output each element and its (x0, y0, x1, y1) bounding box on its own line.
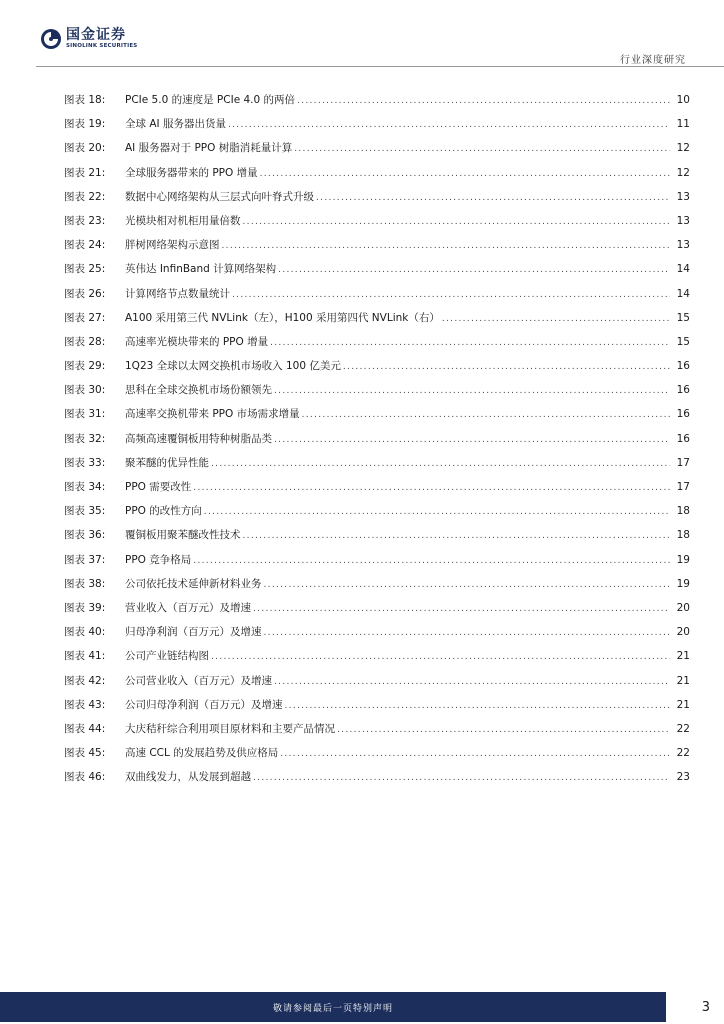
logo-en-text: SINOLINK SECURITIES (66, 43, 138, 49)
toc-leader-dots (302, 410, 670, 420)
toc-entry-number: 图表 25: (64, 263, 106, 276)
toc-entry[interactable] (64, 92, 690, 116)
header-divider (36, 66, 724, 67)
toc-entry-page: 17 (676, 456, 690, 469)
toc-entry-number: 图表 43: (64, 698, 106, 711)
toc-entry-number: 图表 41: (64, 650, 106, 663)
toc-entry-page: 21 (676, 674, 690, 687)
toc-entry-title: A100 采用第三代 NVLink（左），H100 采用第四代 NVLink（右） (125, 311, 440, 324)
toc-entry-title: PPO 的改性方向 (125, 505, 202, 518)
toc-entry[interactable] (64, 237, 690, 261)
toc-entry-number: 图表 24: (64, 239, 106, 252)
toc-entry[interactable] (64, 261, 690, 285)
toc-entry-number: 图表 27: (64, 311, 106, 324)
toc-entry-number: 图表 32: (64, 432, 106, 445)
toc-entry-title: 高速率光模块带来的 PPO 增量 (125, 335, 269, 348)
toc-entry-page: 14 (676, 287, 690, 300)
toc-entry-number: 图表 34: (64, 481, 106, 493)
toc-leader-dots (253, 773, 670, 783)
toc-entry-number: 图表 44: (64, 722, 106, 735)
toc-leader-dots (211, 652, 670, 662)
toc-entry[interactable] (64, 116, 690, 140)
toc-entry-title: PPO 需要改性 (125, 481, 192, 493)
toc-entry-number: 图表 35: (64, 505, 106, 518)
toc-entry-title: PCIe 5.0 的速度是 PCIe 4.0 的两倍 (125, 94, 296, 106)
toc-entry-number: 图表 28: (64, 335, 106, 348)
toc-entry-title: 公司归母净利润（百万元）及增速 (125, 698, 283, 711)
toc-entry[interactable] (64, 600, 690, 624)
logo-cn-text: 国金证券 (66, 27, 126, 43)
company-logo (40, 28, 137, 50)
toc-entry-page: 19 (676, 577, 690, 590)
toc-leader-dots (274, 435, 670, 445)
toc-entry[interactable] (64, 527, 690, 551)
toc-leader-dots (285, 701, 671, 711)
toc-entry[interactable] (64, 213, 690, 237)
toc-entry[interactable] (64, 721, 690, 745)
toc-entry-number: 图表 40: (64, 626, 106, 639)
toc-entry-page: 19 (676, 553, 690, 566)
page-number: 3 (701, 1000, 710, 1015)
toc-entry-number: 图表 33: (64, 456, 106, 469)
toc-entry-page: 22 (676, 722, 690, 735)
report-type-label: 行业深度研究 (620, 55, 686, 66)
toc-entry-page: 16 (676, 432, 690, 445)
toc-leader-dots (442, 314, 670, 324)
toc-leader-dots (211, 459, 670, 469)
toc-entry-page: 16 (676, 408, 690, 421)
toc-leader-dots (274, 677, 670, 687)
toc-leader-dots (343, 362, 670, 372)
toc-entry-number: 图表 36: (64, 529, 106, 542)
toc-entry-number: 图表 39: (64, 601, 106, 614)
toc-entry-page: 15 (676, 311, 690, 324)
toc-leader-dots (193, 556, 670, 566)
toc-entry-title: 营业收入（百万元）及增速 (125, 601, 251, 614)
toc-entry-page: 16 (676, 360, 690, 373)
toc-entry-page: 13 (676, 190, 690, 203)
sinolink-logo-icon (40, 28, 62, 50)
toc-entry[interactable] (64, 673, 690, 697)
toc-leader-dots (294, 144, 670, 154)
toc-entry[interactable] (64, 697, 690, 721)
toc-entry-title: AI 服务器对于 PPO 树脂消耗量计算 (125, 142, 293, 155)
toc-entry[interactable] (64, 503, 690, 527)
toc-entry-title: 聚苯醚的优异性能 (125, 456, 209, 469)
toc-entry-title: 英伟达 InfinBand 计算网络架构 (125, 263, 277, 276)
toc-leader-dots (264, 628, 671, 638)
toc-leader-dots (280, 749, 670, 759)
toc-entry-number: 图表 21: (64, 166, 106, 179)
toc-entry-title: 公司营业收入（百万元）及增速 (125, 674, 272, 687)
toc-entry-page: 16 (676, 384, 690, 397)
toc-entry[interactable] (64, 624, 690, 648)
toc-entry[interactable] (64, 310, 690, 334)
toc-entry-number: 图表 22: (64, 190, 106, 203)
toc-entry-number: 图表 29: (64, 360, 106, 373)
page-header (0, 0, 724, 72)
toc-entry[interactable] (64, 286, 690, 310)
toc-entry-title: 公司产业链结构图 (125, 650, 209, 663)
toc-entry-page: 20 (676, 601, 690, 614)
toc-entry-number: 图表 42: (64, 674, 106, 687)
toc-leader-dots (316, 193, 670, 203)
toc-entry-number: 图表 38: (64, 577, 106, 590)
toc-entry-page: 13 (676, 214, 690, 227)
toc-entry-page: 14 (676, 263, 690, 276)
toc-entry-title: 光模块相对机柜用量倍数 (125, 214, 241, 227)
toc-entry[interactable] (64, 358, 690, 382)
toc-entry-title: 覆铜板用聚苯醚改性技术 (125, 529, 241, 542)
toc-entry-number: 图表 23: (64, 214, 106, 227)
toc-entry-title: 公司依托技术延伸新材料业务 (125, 577, 262, 590)
toc-entry[interactable] (64, 406, 690, 430)
toc-entry-page: 12 (676, 166, 690, 179)
toc-entry-number: 图表 20: (64, 142, 106, 155)
toc-entry-page: 13 (676, 239, 690, 252)
toc-entry[interactable] (64, 334, 690, 358)
toc-entry-number: 图表 19: (64, 118, 106, 131)
page-footer (0, 992, 724, 1024)
toc-leader-dots (270, 338, 670, 348)
toc-entry[interactable] (64, 769, 690, 793)
toc-entry-title: 思科在全球交换机市场份额领先 (125, 384, 272, 397)
toc-entry-title: PPO 竞争格局 (125, 553, 192, 566)
toc-entry[interactable] (64, 745, 690, 769)
toc-leader-dots (297, 96, 670, 106)
toc-entry[interactable] (64, 140, 690, 164)
toc-entry-title: 大庆秸秆综合利用项目原材料和主要产品情况 (125, 722, 335, 735)
toc-entry-number: 图表 26: (64, 287, 106, 300)
toc-leader-dots (204, 507, 670, 517)
toc-leader-dots (222, 241, 671, 251)
toc-entry-title: 全球服务器带来的 PPO 增量 (125, 166, 258, 179)
toc-entry-title: 1Q23 全球以太网交换机市场收入 100 亿美元 (125, 360, 341, 373)
toc-leader-dots (232, 290, 670, 300)
toc-entry-number: 图表 18: (64, 94, 106, 106)
toc-entry-title: 全球 AI 服务器出货量 (125, 118, 226, 131)
toc-entry-title: 计算网络节点数量统计 (125, 287, 230, 300)
toc-leader-dots (274, 386, 670, 396)
toc-entry-page: 17 (676, 481, 690, 493)
toc-entry-number: 图表 46: (64, 771, 106, 784)
toc-entry-page: 20 (676, 626, 690, 639)
toc-entry-page: 23 (676, 771, 690, 784)
toc-entry-title: 归母净利润（百万元）及增速 (125, 626, 262, 639)
toc-entry[interactable] (64, 431, 690, 455)
toc-entry-number: 图表 30: (64, 384, 106, 397)
toc-entry-page: 18 (676, 505, 690, 518)
toc-entry-page: 18 (676, 529, 690, 542)
toc-leader-dots (243, 531, 671, 541)
toc-entry-number: 图表 31: (64, 408, 106, 421)
toc-entry-page: 10 (676, 94, 690, 106)
toc-entry-page: 15 (676, 335, 690, 348)
toc-entry[interactable] (64, 382, 690, 406)
toc-entry-title: 高速 CCL 的发展趋势及供应格局 (125, 747, 279, 760)
toc-entry-page: 11 (676, 118, 690, 131)
toc-leader-dots (264, 580, 671, 590)
toc-entry[interactable] (64, 552, 690, 576)
figure-list (64, 92, 690, 793)
toc-entry-title: 高频高速覆铜板用特种树脂品类 (125, 432, 272, 445)
toc-leader-dots (228, 120, 670, 130)
toc-entry[interactable] (64, 479, 690, 503)
toc-entry-number: 图表 37: (64, 553, 106, 566)
toc-leader-dots (193, 483, 670, 493)
toc-entry[interactable] (64, 165, 690, 189)
toc-entry[interactable] (64, 576, 690, 600)
toc-entry-page: 21 (676, 650, 690, 663)
toc-entry[interactable] (64, 455, 690, 479)
footer-disclaimer: 敬请参阅最后一页特别声明 (272, 1004, 393, 1014)
footer-bar (0, 992, 666, 1022)
toc-entry-title: 胖树网络架构示意图 (125, 239, 220, 252)
toc-entry-title: 高速率交换机带来 PPO 市场需求增量 (125, 408, 300, 421)
toc-entry-page: 22 (676, 747, 690, 760)
toc-entry-page: 21 (676, 698, 690, 711)
toc-entry-number: 图表 45: (64, 747, 106, 760)
toc-entry-page: 12 (676, 142, 690, 155)
toc-entry-title: 数据中心网络架构从三层式向叶脊式升级 (125, 190, 314, 203)
toc-leader-dots (243, 217, 671, 227)
toc-entry[interactable] (64, 189, 690, 213)
toc-entry[interactable] (64, 648, 690, 672)
toc-leader-dots (253, 604, 670, 614)
toc-leader-dots (337, 725, 670, 735)
toc-entry-title: 双曲线发力，从发展到超越 (125, 771, 251, 784)
toc-leader-dots (260, 169, 670, 179)
toc-leader-dots (278, 265, 670, 275)
